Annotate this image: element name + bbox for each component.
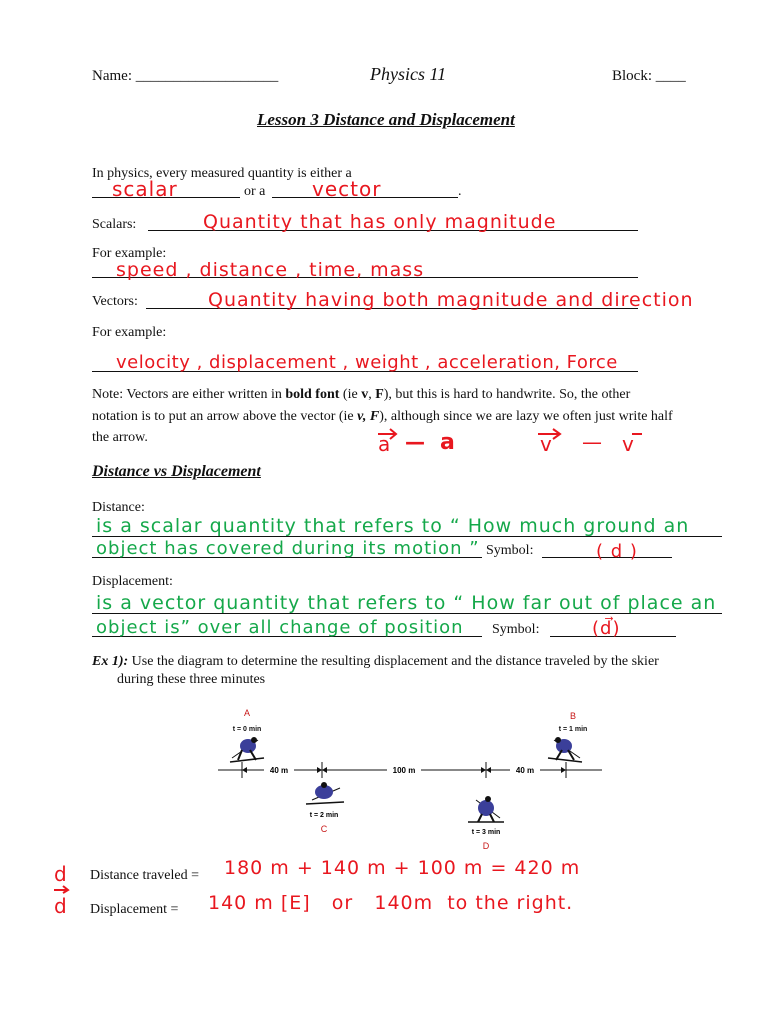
handwritten-distance-symbol: ( d ): [596, 541, 638, 562]
vector-arrow-icon: [52, 884, 72, 894]
hand-dash-1: —: [405, 430, 426, 454]
handwritten-d-symbol: d: [54, 862, 68, 886]
name-field-label: Name: ___________________: [92, 68, 279, 84]
displacement-symbol-label: Symbol:: [492, 622, 540, 637]
displacement-answer-label: Displacement =: [90, 902, 179, 917]
time-d-label: t = 3 min: [471, 829, 501, 836]
skier-a-icon: [230, 737, 264, 762]
handwritten-displacement-def-1: is a vector quantity that refers to “ How far out of place an: [96, 592, 717, 614]
time-b-label: t = 1 min: [558, 726, 588, 733]
handwritten-displacement-def-2: object is” over all change of position: [96, 617, 464, 638]
note-line-3: the arrow.: [92, 430, 148, 445]
or-a-text: or a: [244, 184, 266, 199]
handwritten-scalar-examples: speed , distance , time, mass: [116, 259, 425, 281]
hand-dash-2: —: [582, 430, 603, 454]
hand-v-full: v: [540, 432, 553, 456]
handwritten-displacement-answer: 140 m [E] or 140m to the right.: [208, 892, 574, 914]
time-a-label: t = 0 min: [232, 726, 262, 733]
block-field-label: Block: ____: [612, 68, 686, 84]
dist-left-label: 40 m: [269, 766, 289, 775]
hand-a-bold: a: [440, 430, 456, 455]
handwritten-scalar: scalar: [112, 177, 178, 201]
dist-right-label: 40 m: [515, 766, 535, 775]
distance-traveled-label: Distance traveled =: [90, 868, 199, 883]
distance-label: Distance:: [92, 500, 145, 515]
handwritten-d-vector-symbol: d: [54, 894, 68, 918]
section-title-distance-vs-displacement: Distance vs Displacement: [92, 463, 261, 480]
skier-d-icon: [468, 796, 504, 822]
vectors-label: Vectors:: [92, 294, 138, 309]
skier-diagram: [200, 700, 620, 860]
handwritten-distance-def-1: is a scalar quantity that refers to “ How much ground an: [96, 515, 690, 537]
note-line-1: Note: Vectors are either written in bold font (ie v, F), but this is hard to handwrite. So, the other: [92, 387, 631, 402]
handwritten-scalar-definition: Quantity that has only magnitude: [203, 211, 557, 233]
skier-b-icon: [548, 737, 582, 762]
handwritten-distance-def-2: object has covered during its motion ”: [96, 538, 480, 559]
handwritten-vector-examples: velocity , displacement , weight , acceleration, Force: [116, 352, 618, 373]
point-a-label: A: [243, 708, 251, 718]
scalar-example-label: For example:: [92, 246, 167, 261]
point-b-label: B: [569, 711, 577, 721]
distance-symbol-label: Symbol:: [486, 543, 534, 558]
vector-example-label: For example:: [92, 325, 167, 340]
intro-period: .: [458, 184, 462, 199]
skier-c-icon: [306, 782, 344, 804]
dist-mid-label: 100 m: [392, 766, 416, 775]
page-title: Lesson 3 Distance and Displacement: [257, 110, 515, 129]
note-line-2: notation is to put an arrow above the vector (ie v, F), although since we are lazy we often just write half: [92, 409, 673, 424]
example-text-2: during these three minutes: [117, 672, 266, 687]
course-title: Physics 11: [370, 64, 447, 84]
time-c-label: t = 2 min: [309, 812, 339, 819]
point-c-label: C: [320, 824, 328, 834]
example-text: Ex 1): Use the diagram to determine the resulting displacement and the distance traveled by the skier: [92, 654, 659, 669]
handwritten-vector: vector: [312, 177, 382, 201]
hand-a-full: a: [378, 432, 392, 456]
handwritten-vector-definition: Quantity having both magnitude and direction: [208, 289, 694, 311]
handwritten-distance-answer: 180 m + 140 m + 100 m = 420 m: [224, 857, 581, 879]
handwritten-displacement-symbol: (d⃗): [592, 618, 621, 639]
intro-text: In physics, every measured quantity is either a: [92, 166, 352, 181]
scalars-label: Scalars:: [92, 217, 137, 232]
hand-v-half: v: [622, 432, 635, 456]
displacement-label: Displacement:: [92, 574, 173, 589]
point-d-label: D: [482, 841, 490, 851]
